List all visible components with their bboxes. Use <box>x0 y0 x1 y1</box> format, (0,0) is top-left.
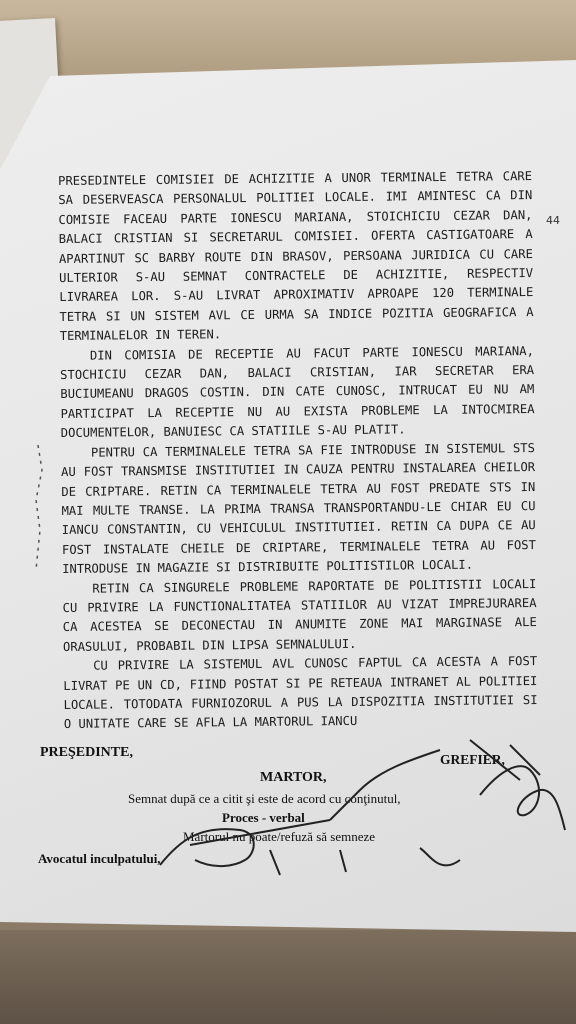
paragraph-2: DIN COMISIA DE RECEPTIE AU FACUT PARTE IONESCU MARIANA, STOCHICIU CEZAR DAN, BALACI CRISTIAN, IAR SECRETAR ERA BUCIUMEANU DRAGOS COSTIN. DIN CATE CUNOSC, INTRUCAT EU NU AM PARTICIPAT LA RECEPTIE NU AU EXISTA PROBLEME LA INTOCMIREA DOCUMENTELOR, BANUIESC CA STATIILE S-AU PLATIT. <box>60 343 535 441</box>
proces-verbal-label: Proces - verbal <box>222 810 305 825</box>
paragraph-5: CU PRIVIRE LA SISTEMUL AVL CUNOSC FAPTUL CA ACESTA A FOST LIVRAT PE UN CD, FIIND POSTAT SI PE RETEAUA INTRANET AL POLITIEI LOCALE. TOTODATA FURNIOZORUL A PUS LA DISPOZITIA INSTITUTIEI SI O UNITATE CARE SE AFLA LA MARTORUL IANCU <box>63 654 538 732</box>
refusal-to-sign-note: Martorul nu poate/refuză să semneze <box>183 829 376 844</box>
presedinte-label: PREŞEDINTE, <box>40 745 133 760</box>
martor-label: MARTOR, <box>260 770 327 785</box>
paragraph-1: PRESEDINTELE COMISIEI DE ACHIZITIE A UNOR TERMINALE TETRA CARE SA DESERVEASCA PERSONALUL POLITIEI LOCALE. IMI AMINTESC CA DIN COMISIE FACEAU PARTE IONESCU MARIANA, STOICHICIU CEZAR DAN, BALACI CRISTIAN SI SECRETARUL COMISIEI. OFERTA CASTIGATOARE A APARTINUT SC BARBY ROUTE DIN BRASOV, PERSOANA JURIDICA CU CARE ULTERIOR S-AU SEMNAT CONTRACTELE DE ACHIZITIE, RESPECTIV LIVRAREA LOR. S-AU LIVRAT APROXIMATIV APROAPE 120 TERMINALE TETRA SI UN SISTEM AVL CE URMA SA INDICE POZITIA GEOGRAFICA A TERMINALELOR IN TEREN. <box>58 169 534 344</box>
defense-lawyer-label: Avocatul inculpatului, <box>38 851 161 866</box>
paragraph-4: RETIN CA SINGURELE PROBLEME RAPORTATE DE POLITISTII LOCALI CU PRIVIRE LA FUNCTIONALITATEA STATIILOR AU VIZAT IMPREJURAREA CA ACESTEA SE DECONECTAU IN ANUMITE ZONE MAI MARGINASE ALE ORASULUI, PROBABIL DIN LIPSA SEMNALULUI. <box>62 576 537 654</box>
paragraph-3: PENTRU CA TERMINALELE TETRA SA FIE INTRODUSE IN SISTEMUL STS AU FOST TRANSMISE INSTITUTIEI IN CAUZA PENTRU INSTALAREA CHEILOR DE CRIPTARE. RETIN CA TERMINALELE TETRA AU FOST PREDATE STS IN MAI MULTE TRANSE. LA PRIMA TRANSA TRANSPORTANDU-LE CHIAR EU CU IANCU CONSTANTIN, CU VEHICULUL INSTITUTIEI. RETIN CA DUPA CE AU FOST INSTALATE CHEILE DE CRIPTARE, TERMINALELE TETRA AU FOST INTRODUSE IN MAGAZIE SI DISTRIBUITE POLITISTILOR LOCALI. <box>61 440 537 577</box>
margin-page-number: 44 <box>546 214 560 227</box>
read-and-agreed-note: Semnat după ce a citit şi este de acord cu conţinutul, <box>128 791 401 806</box>
grefier-label: GREFIER, <box>440 752 505 767</box>
